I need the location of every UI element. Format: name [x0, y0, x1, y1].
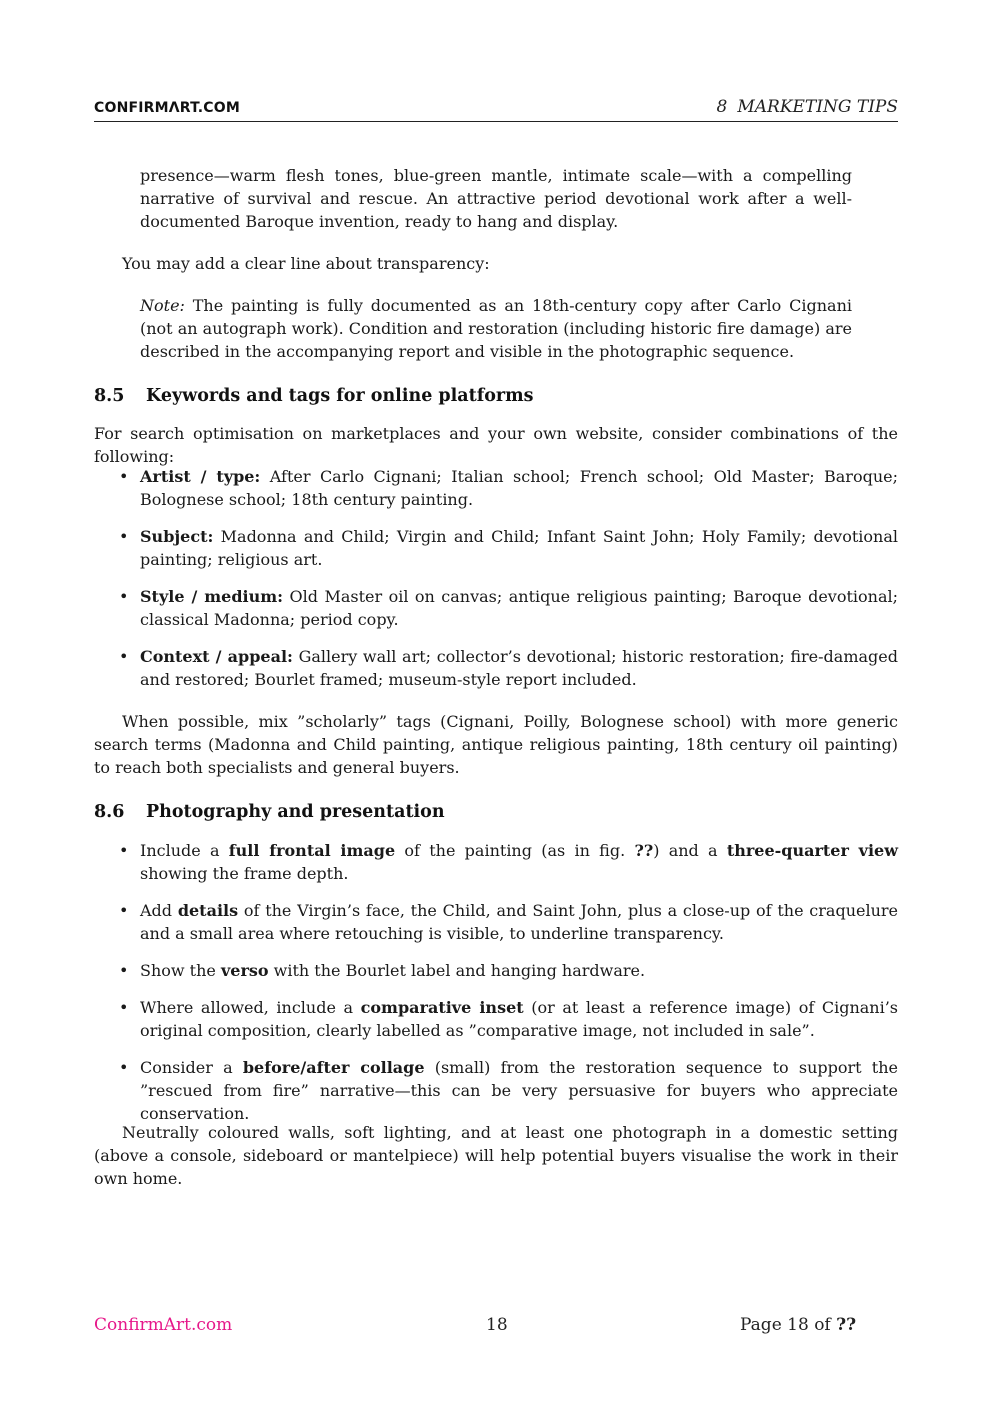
item-text: ) and a: [653, 841, 727, 860]
bullet-icon: •: [119, 901, 129, 920]
figure-reference[interactable]: ??: [634, 841, 654, 860]
list-item: [94, 899, 898, 945]
item-bold: before/after collage: [242, 1058, 425, 1077]
item-text: After Carlo Cignani; Italian school; French school; Old Master; Baroque; Bolognese school; 18th century painting.: [140, 467, 898, 509]
quote-text: presence—warm flesh tones, blue-green mantle, intimate scale—with a compelling narrative of survival and rescue. An attractive period devotional work after a well-documented Baroque invention, ready to hang and display.: [140, 166, 852, 231]
list-item: [94, 959, 898, 982]
page-of-prefix: Page 18 of: [740, 1315, 837, 1335]
bullet-icon: •: [119, 841, 129, 860]
keyword-list: [94, 465, 898, 705]
note-body: The painting is fully documented as an 18th-century copy after Carlo Cignani (not an autograph work). Condition and restoration (including historic fire damage) are described in the accompanying report and visible in the photographic sequence.: [140, 296, 852, 361]
item-text: (or at least a reference image) of Cignani’s original composition, clearly labelled as ”comparative image, not included in sale”.: [140, 998, 899, 1040]
paragraph: [94, 1121, 898, 1190]
paragraph-text: When possible, mix ”scholarly” tags (Cignani, Poilly, Bolognese school) with more generic search terms (Madonna and Child painting, antique religious painting, 18th century oil painting) to reach both specialists and general buyers.: [94, 712, 898, 777]
document-page: [94, 0, 898, 1404]
heading-number: 8.6: [94, 802, 125, 822]
footer-site-link[interactable]: ConfirmArt.com: [94, 1315, 233, 1335]
bullet-icon: •: [119, 587, 129, 606]
bullet-icon: •: [119, 467, 129, 486]
item-bold: three-quarter view: [726, 841, 898, 860]
item-text: Consider a: [140, 1058, 243, 1077]
bullet-icon: •: [119, 1058, 129, 1077]
note-text: [140, 294, 852, 363]
item-bold: details: [177, 901, 239, 920]
item-text: of the Virgin’s face, the Child, and Saint John, plus a close-up of the craquelure and a small area where retouching is visible, to underline transparency.: [140, 901, 899, 943]
item-text: Show the: [140, 961, 221, 980]
section-number: 8: [716, 97, 728, 117]
bullet-icon: •: [119, 998, 129, 1017]
item-text: showing the frame depth.: [140, 864, 349, 883]
heading-number: 8.5: [94, 386, 125, 406]
bullet-icon: •: [119, 647, 129, 666]
item-bold: verso: [220, 961, 269, 980]
paragraph: [94, 710, 898, 779]
list-item: [94, 839, 898, 885]
section-heading: [94, 386, 534, 406]
quote-block: [140, 164, 852, 233]
running-head: [717, 97, 898, 117]
item-text: Add: [140, 901, 178, 920]
paragraph-text: Neutrally coloured walls, soft lighting, and at least one photograph in a domestic setting (above a console, sideboard or mantelpiece) will help potential buyers visualise the work in their own home.: [94, 1123, 898, 1188]
paragraph: [94, 422, 898, 468]
item-bold: full frontal image: [228, 841, 396, 860]
note-block: [140, 294, 852, 363]
item-bold: comparative inset: [360, 998, 524, 1017]
item-label: Context / appeal:: [140, 647, 293, 666]
heading-title: Keywords and tags for online platforms: [146, 386, 534, 406]
section-heading: [94, 802, 445, 822]
footer-page-number: 18: [486, 1315, 508, 1335]
list-item: [94, 465, 898, 511]
site-logo: CONFIRMΛRT.COM: [94, 100, 241, 116]
heading-title: Photography and presentation: [146, 802, 445, 822]
item-text: Where allowed, include a: [140, 998, 361, 1017]
list-item: [94, 645, 898, 691]
list-item: [94, 1056, 898, 1125]
footer-page-of: [740, 1315, 856, 1335]
photography-list: [94, 839, 898, 1139]
list-item: [94, 996, 898, 1042]
item-text: Old Master oil on canvas; antique religious painting; Baroque devotional; classical Madonna; period copy.: [140, 587, 898, 629]
note-label: Note:: [140, 296, 185, 315]
item-label: Style / medium:: [140, 587, 284, 606]
list-item: [94, 585, 898, 631]
section-title: MARKETING TIPS: [737, 97, 898, 117]
paragraph-text: You may add a clear line about transparency:: [122, 254, 490, 273]
item-label: Artist / type:: [140, 467, 261, 486]
list-item: [94, 525, 898, 571]
item-text: Madonna and Child; Virgin and Child; Infant Saint John; Holy Family; devotional painting; religious art.: [140, 527, 898, 569]
paragraph-text: For search optimisation on marketplaces and your own website, consider combinations of the following:: [94, 424, 898, 466]
page-header: [94, 97, 898, 122]
page-of-total[interactable]: ??: [836, 1315, 857, 1335]
bullet-icon: •: [119, 527, 129, 546]
item-text: (small) from the restoration sequence to support the ”rescued from fire” narrative—this can be very persuasive for buyers who appreciate conservation.: [140, 1058, 898, 1123]
item-text: of the painting (as in fig.: [395, 841, 635, 860]
item-text: Include a: [140, 841, 229, 860]
bullet-icon: •: [119, 961, 129, 980]
item-text: with the Bourlet label and hanging hardware.: [268, 961, 646, 980]
item-label: Subject:: [140, 527, 214, 546]
item-text: Gallery wall art; collector’s devotional; historic restoration; fire-damaged and restored; Bourlet framed; museum-style report included.: [140, 647, 898, 689]
paragraph: [94, 252, 898, 275]
